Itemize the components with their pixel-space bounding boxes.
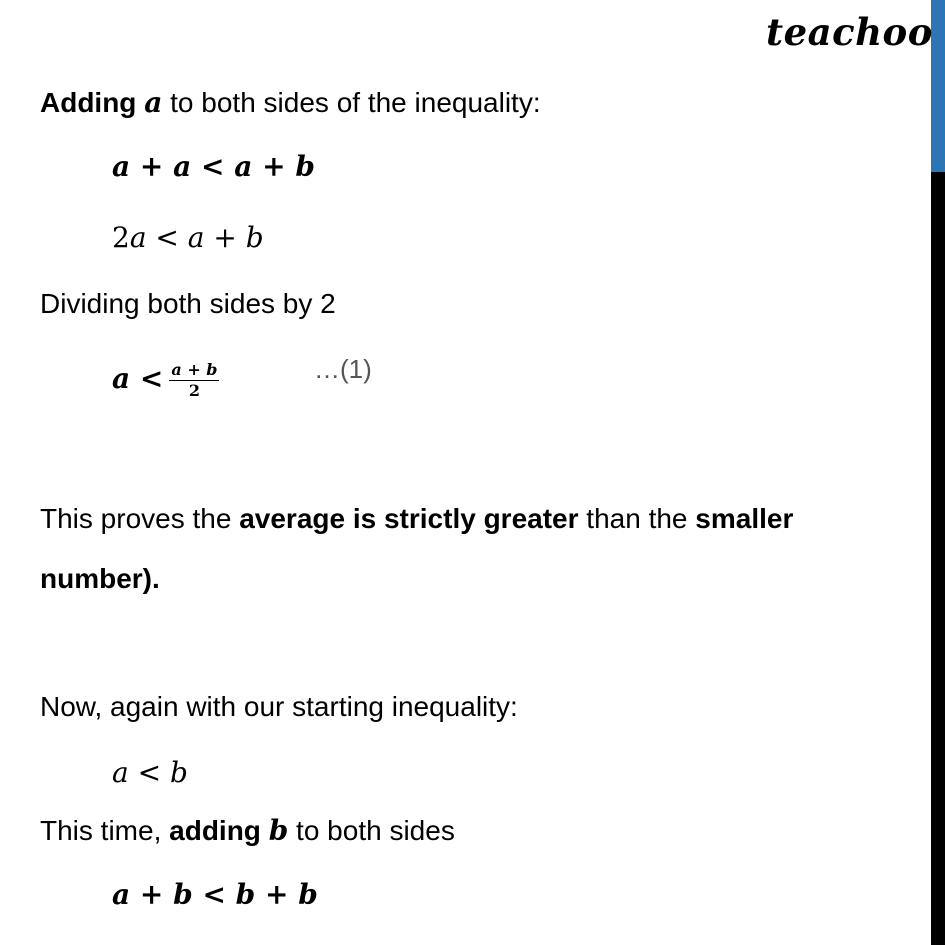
term: a [173,150,192,183]
bold-text: smaller [695,503,794,534]
equation-2a [112,221,264,255]
operator: + [255,878,299,911]
term: a [234,150,253,183]
operator: < [192,878,236,911]
term: a [112,878,131,911]
line-this-time [40,814,455,848]
line-proves [40,502,793,536]
operator: + [130,878,174,911]
operator: + [130,150,174,183]
var-b: b [268,814,289,847]
denominator: 2 [188,381,200,400]
operator: + [252,150,296,183]
line-number: number). [40,563,160,594]
sidebar-accent [931,0,945,172]
operator: + [204,221,246,254]
equation-reference: …(1) [314,354,372,384]
term: b [298,878,318,911]
numerator: a + b [171,360,218,379]
right-side-bar [931,0,945,945]
term: b [235,878,256,911]
bold-text: adding [169,815,269,846]
adding-label: Adding [40,87,137,118]
bold-text: average is strictly greater [239,503,579,534]
term: a [112,150,131,183]
term: b [173,878,193,911]
text: to both sides [288,815,455,846]
line-adding-a [40,86,541,120]
operator: < [128,756,170,789]
operator: < [130,362,164,395]
term: b [169,756,188,789]
fraction [169,360,219,401]
var-a: a [144,86,163,119]
text: than the [578,503,696,534]
line-text: to both sides of the inequality: [162,87,541,118]
text: This time, [40,815,170,846]
equation-a-plus-a [112,150,315,184]
equation-a-lt-b [112,756,188,790]
coefficient: 2 [112,221,130,254]
operator: < [191,150,235,183]
teachoo-logo: teachoo [766,10,933,54]
term: a [112,362,131,395]
line-dividing: Dividing both sides by 2 [40,288,336,319]
operator: < [146,221,188,254]
term: b [295,150,315,183]
line-now-again: Now, again with our starting inequality: [40,691,518,722]
equation-a-plus-b [112,878,318,912]
term: b [245,221,264,254]
text: This proves the [40,503,240,534]
equation-1 [112,357,219,401]
term: a [129,221,147,254]
term: a [112,756,129,789]
term: a [187,221,205,254]
